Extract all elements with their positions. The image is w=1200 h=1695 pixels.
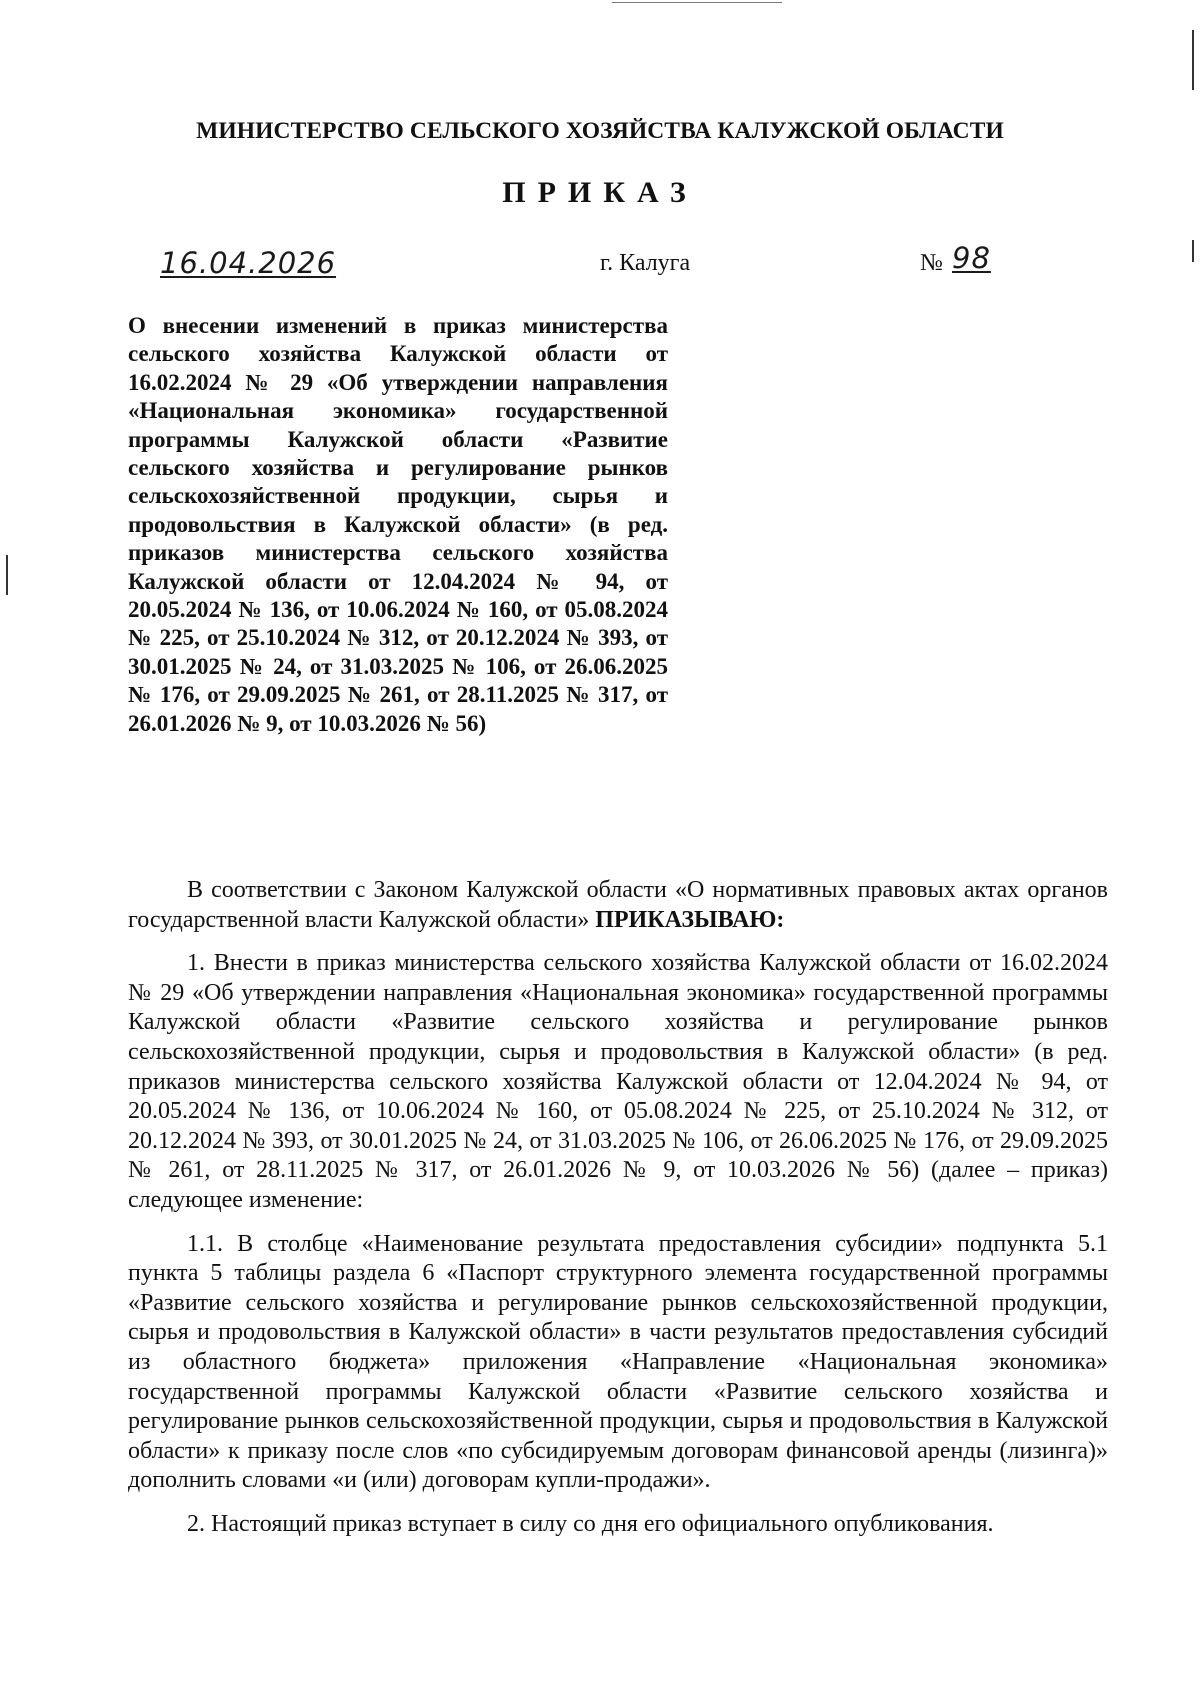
order-number: 98 <box>952 241 991 275</box>
order-subject: О внесении изменений в приказ министерства сельского хозяйства Калужской области от 16.02.2024 № 29 «Об утверждении направления «Национальная экономика» государственной программы Калужской области «Развитие сельского хозяйства и регулирование рынков сельскохозяйственной продукции, сырья и продовольствия в Калужской области» (в ред. приказов министерства сельского хозяйства Калужской области от 12.04.2024 № 94, от 20.05.2024 № 136, от 10.06.2024 № 160, от 05.08.2024 № 225, от 25.10.2024 № 312, от 20.12.2024 № 393, от 30.01.2025 № 24, от 31.03.2025 № 106, от 26.06.2025 № 176, от 29.09.2025 № 261, от 28.11.2025 № 317, от 26.01.2026 № 9, от 10.03.2026 № 56) <box>128 313 668 736</box>
preamble-paragraph <box>128 876 1108 935</box>
scan-artifact-line <box>1192 30 1194 90</box>
order-number-label: № <box>920 250 943 276</box>
scan-artifact-line <box>612 2 782 3</box>
item-1-1-paragraph: 1.1. В столбце «Наименование результата предоставления субсидии» подпункта 5.1 пункта 5 таблицы раздела 6 «Паспорт структурного элемента государственной программы «Развитие сельского хозяйства и регулирование рынков сельскохозяйственной продукции, сырья и продовольствия в Калужской области» в части результатов предоставления субсидий из областного бюджета» приложения «Направление «Национальная экономика» государственной программы Калужской области «Развитие сельского хозяйства и регулирование рынков сельскохозяйственной продукции, сырья и продовольствия в Калужской области» к приказу после слов «по субсидируемым договорам финансовой аренды (лизинга)» дополнить словами «и (или) договорам купли-продажи». <box>128 1230 1108 1494</box>
preamble-text: В соответствии с Законом Калужской области «О нормативных правовых актах органов государственной власти Калужской области» <box>128 877 1108 933</box>
order-city: г. Калуга <box>600 250 691 276</box>
document-type: ПРИКАЗ <box>502 176 698 209</box>
ministry-name: МИНИСТЕРСТВО СЕЛЬСКОГО ХОЗЯЙСТВА КАЛУЖСКОЙ ОБЛАСТИ <box>196 118 1004 144</box>
item-2-paragraph: 2. Настоящий приказ вступает в силу со дня его официального опубликования. <box>187 1510 994 1537</box>
scan-artifact-line <box>1192 240 1194 262</box>
item-1-paragraph: 1. Внести в приказ министерства сельского хозяйства Калужской области от 16.02.2024 № 29 «Об утверждении направления «Национальная экономика» государственной программы Калужской области «Развитие сельского хозяйства и регулирование рынков сельскохозяйственной продукции, сырья и продовольствия в Калужской области» (в ред. приказов министерства сельского хозяйства Калужской области от 12.04.2024 № 94, от 20.05.2024 № 136, от 10.06.2024 № 160, от 05.08.2024 № 225, от 25.10.2024 № 312, от 20.12.2024 № 393, от 30.01.2025 № 24, от 31.03.2025 № 106, от 26.06.2025 № 176, от 29.09.2025 № 261, от 28.11.2025 № 317, от 26.01.2026 № 9, от 10.03.2026 № 56) (далее – приказ) следующее изменение: <box>128 950 1108 1213</box>
scan-artifact-line <box>6 555 8 595</box>
order-date: 16.04.2026 <box>160 246 337 280</box>
preamble-command: ПРИКАЗЫВАЮ: <box>595 906 785 933</box>
order-body <box>128 876 1108 1553</box>
